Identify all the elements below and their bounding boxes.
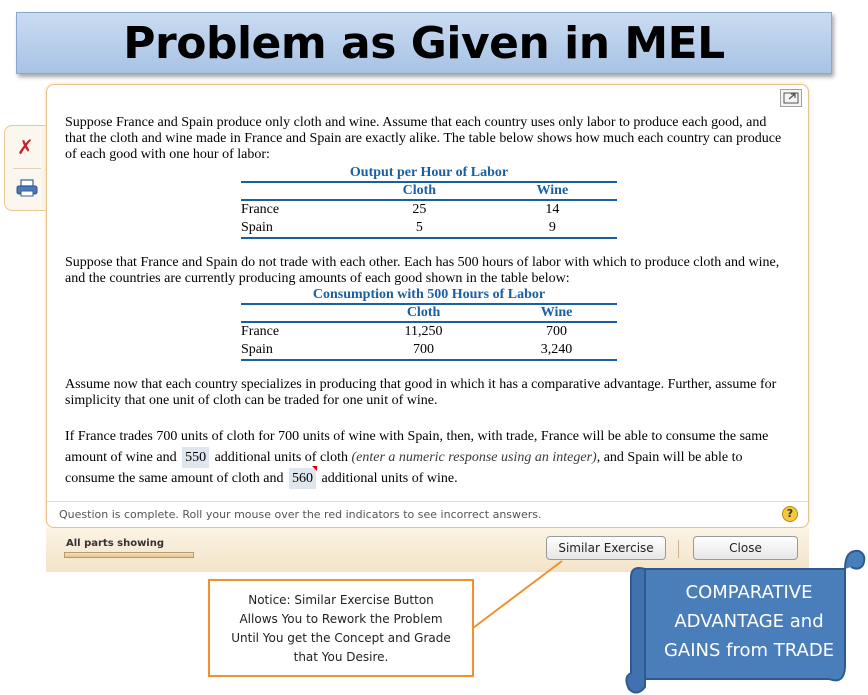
callout-line-1: Notice: Similar Exercise Button xyxy=(248,593,434,607)
text-span: , and Spain will be able to consume the same amount of cloth and xyxy=(65,450,743,486)
question-panel xyxy=(46,84,809,528)
side-toolbar xyxy=(4,125,48,211)
scroll-line-1: COMPARATIVE xyxy=(685,582,813,603)
table-cell: 700 xyxy=(546,324,568,339)
table-row-label: France xyxy=(241,202,280,217)
question-paragraph-1: Suppose France and Spain produce only cloth and wine. Assume that each country uses only labor to produce each good, and that the cloth and wine made in France and Spain are exactly alike. The table below shows how much each country can produce of each good with one hour of labor: xyxy=(65,115,782,162)
text-span: additional units of cloth xyxy=(211,450,352,465)
table-cell: 5 xyxy=(351,219,488,238)
consumption-table xyxy=(241,287,617,361)
similar-exercise-button[interactable]: Similar Exercise xyxy=(546,536,666,560)
status-bar xyxy=(47,501,808,527)
notice-callout xyxy=(208,579,474,677)
text-span: additional units of wine. xyxy=(318,471,458,486)
question-content xyxy=(65,115,785,489)
output-table xyxy=(241,165,617,239)
table-cell: 9 xyxy=(488,219,617,238)
callout-line-4: that You Desire. xyxy=(293,650,389,664)
consumption-table-header-blank xyxy=(241,304,351,322)
text-span: If France trades xyxy=(65,429,157,444)
consumption-table-header-cloth: Cloth xyxy=(351,304,496,322)
table-row-label: Spain xyxy=(241,341,351,360)
output-table-header-cloth: Cloth xyxy=(351,182,488,200)
trade-cloth-value: 700 xyxy=(156,429,178,444)
table-row-label: Spain xyxy=(241,219,351,238)
x-icon[interactable]: ✗ xyxy=(17,135,34,159)
input-hint: (enter a numeric response using an integer) xyxy=(351,450,597,465)
parts-progress-bar xyxy=(64,552,194,558)
table-cell: 25 xyxy=(412,202,427,217)
parts-showing-label: All parts showing xyxy=(66,538,165,549)
question-paragraph-4 xyxy=(65,426,785,489)
print-icon[interactable] xyxy=(16,178,38,198)
answer-field-wine[interactable] xyxy=(289,468,316,489)
toolbar-divider xyxy=(13,168,41,169)
question-paragraph-3: Assume now that each country specializes in producing that good in which it has a comparative advantage. Further, assume for simplicity that one unit of cloth can be traded for one unit of wine. xyxy=(65,377,777,408)
callout-line-3: Until You get the Concept and Grade xyxy=(231,631,451,645)
question-paragraph-2: Suppose that France and Spain do not trade with each other. Each has 500 hours of labor with which to produce cloth and wine, and the countries are currently producing amounts of each good shown in the table below: xyxy=(65,255,780,286)
scroll-line-2: ADVANTAGE and xyxy=(674,611,824,632)
scroll-banner-text xyxy=(642,578,856,665)
output-table-header-wine: Wine xyxy=(488,182,617,200)
consumption-table-header-wine: Wine xyxy=(496,304,617,322)
table-cell: 14 xyxy=(545,202,560,217)
table-row-label: France xyxy=(241,324,280,339)
scroll-line-3: GAINS from TRADE xyxy=(663,640,835,661)
status-text: Question is complete. Roll your mouse over the red indicators to see incorrect answers. xyxy=(59,508,542,521)
consumption-table-caption: Consumption with 500 Hours of Labor xyxy=(241,287,617,304)
help-icon[interactable]: ? xyxy=(782,506,798,522)
text-span: units of cloth for xyxy=(177,429,279,444)
table-cell: 700 xyxy=(351,341,496,360)
table-cell: 11,250 xyxy=(404,324,443,339)
incorrect-indicator[interactable] xyxy=(312,466,317,471)
answer-field-cloth[interactable] xyxy=(182,447,209,468)
answer-value: 550 xyxy=(185,450,207,465)
text-span: units of wine with Spain, then, with trade, France will be able to consume the same amount of wine and xyxy=(65,429,769,465)
slide-title-banner xyxy=(16,12,832,74)
output-table-header-blank xyxy=(241,182,351,200)
trade-wine-value: 700 xyxy=(278,429,300,444)
slide-title: Problem as Given in MEL xyxy=(123,18,725,69)
expand-icon[interactable] xyxy=(780,89,802,107)
close-button[interactable]: Close xyxy=(693,536,798,560)
output-table-caption: Output per Hour of Labor xyxy=(241,165,617,182)
callout-line-2: Allows You to Rework the Problem xyxy=(239,612,443,626)
answer-value: 560 xyxy=(292,471,313,486)
table-cell: 3,240 xyxy=(496,341,617,360)
